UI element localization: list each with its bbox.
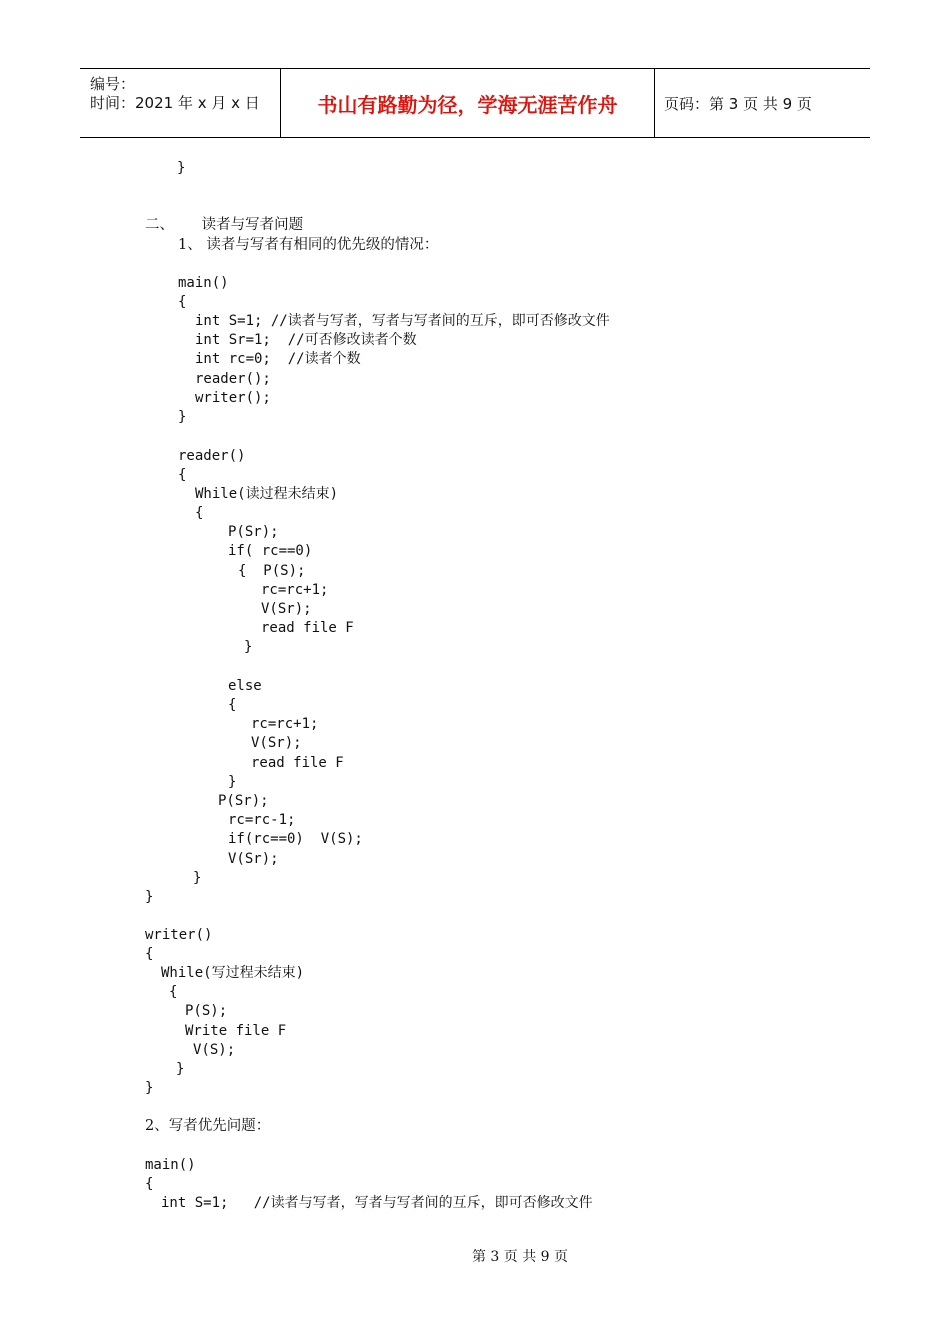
- code-line: V(Sr);: [261, 601, 312, 617]
- code-line: if( rc==0): [228, 543, 313, 559]
- code-line: int S=1; //读者与写者，写者与写者间的互斥，即可否修改文件: [195, 313, 610, 329]
- header-meta: [80, 69, 280, 137]
- header-motto: 书山有路勤为径，学海无涯苦作舟: [317, 92, 618, 117]
- code-line: P(Sr);: [218, 793, 269, 809]
- code-line: rc=rc+1;: [261, 582, 329, 598]
- subsection-heading: 1、 读者与写者有相同的优先级的情况：: [178, 237, 439, 253]
- code-line: writer();: [195, 390, 271, 406]
- code-line: {: [195, 505, 204, 521]
- code-line: if(rc==0) V(S);: [228, 831, 363, 847]
- header-page-label: 页码：第 3 页 共 9 页: [664, 94, 812, 113]
- code-line: While(读过程未结束): [195, 486, 339, 502]
- header-motto-cell: [280, 69, 655, 137]
- subsection-heading: 2、写者优先问题：: [145, 1118, 271, 1134]
- code-line: }: [193, 870, 202, 886]
- code-line: }: [178, 409, 187, 425]
- code-line: }: [145, 889, 154, 905]
- code-line: {: [178, 294, 187, 310]
- code-line: {: [145, 1176, 154, 1192]
- code-line: }: [244, 639, 253, 655]
- code-line: else: [228, 678, 262, 694]
- page-header: [80, 68, 870, 138]
- code-line: While(写过程未结束): [161, 965, 305, 981]
- code-line: main(): [145, 1157, 196, 1173]
- code-line: int S=1; //读者与写者，写者与写者间的互斥，即可否修改文件: [161, 1195, 593, 1211]
- code-line: {: [228, 697, 237, 713]
- code-line: V(Sr);: [251, 735, 302, 751]
- header-page-cell: [654, 69, 870, 137]
- code-line: reader();: [195, 371, 271, 387]
- code-line: }: [145, 1080, 154, 1096]
- code-line: rc=rc-1;: [228, 812, 296, 828]
- code-line: {: [145, 946, 154, 962]
- document-number-label: 编号：: [90, 75, 136, 93]
- code-line: {: [169, 984, 178, 1000]
- code-line: read file F: [251, 755, 344, 771]
- code-line: { P(S);: [238, 563, 306, 579]
- code-line: main(): [178, 275, 229, 291]
- document-date-label: 时间：2021 年 x 月 x 日: [90, 94, 260, 112]
- code-line: {: [178, 467, 187, 483]
- code-line: writer(): [145, 927, 213, 943]
- code-line: }: [177, 160, 186, 176]
- code-line: rc=rc+1;: [251, 716, 319, 732]
- code-line: V(S);: [193, 1042, 236, 1058]
- code-line: int rc=0; //读者个数: [195, 351, 361, 367]
- code-line: V(Sr);: [228, 851, 279, 867]
- code-line: }: [176, 1061, 185, 1077]
- code-line: read file F: [261, 620, 354, 636]
- code-line: P(Sr);: [228, 524, 279, 540]
- section-heading: 二、 读者与写者问题: [145, 217, 304, 233]
- code-line: }: [228, 774, 237, 790]
- page-footer: 第 3 页 共 9 页: [471, 1249, 569, 1265]
- code-line: int Sr=1; //可否修改读者个数: [195, 332, 417, 348]
- code-line: P(S);: [185, 1003, 228, 1019]
- code-line: Write file F: [185, 1023, 287, 1039]
- code-line: reader(): [178, 448, 246, 464]
